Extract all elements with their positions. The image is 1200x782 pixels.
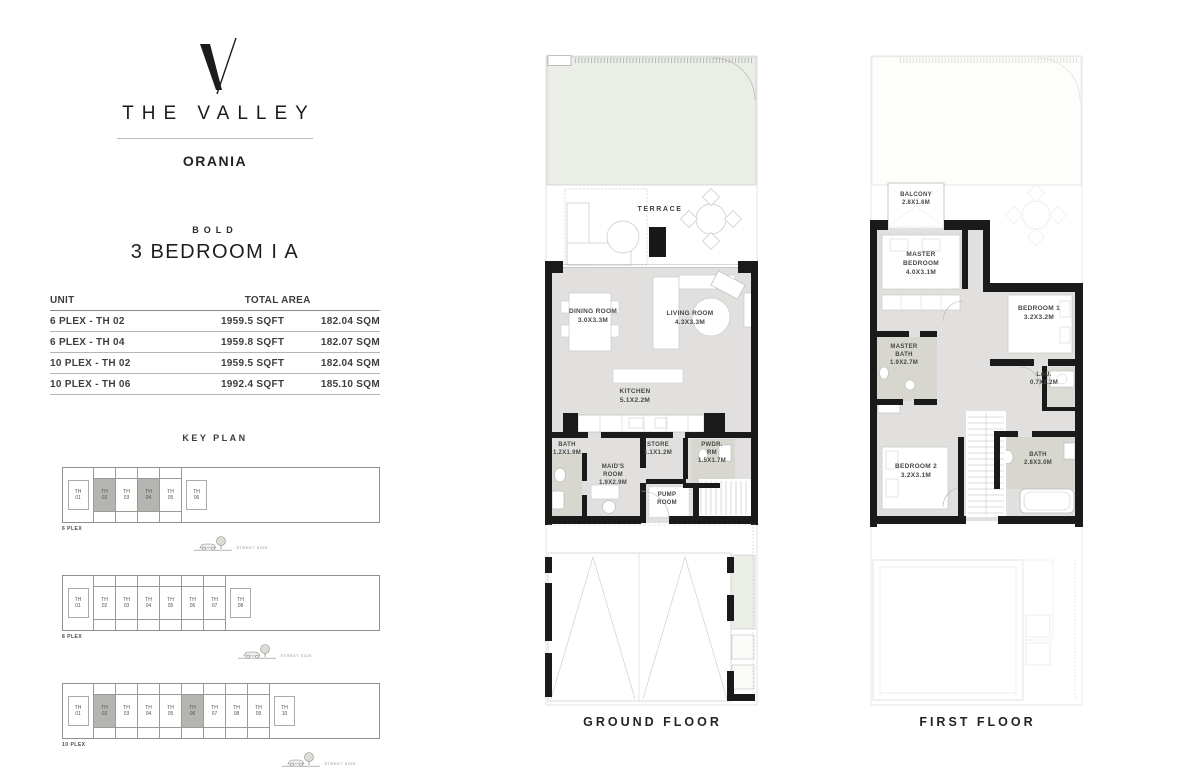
garden-area — [547, 56, 756, 186]
key-plan-unit: TH 07 — [203, 576, 225, 630]
room-label-bedroom-2: BEDROOM 2 3.2X3.1M — [894, 463, 938, 479]
room-label-kitchen: KITCHEN 5.1X2.2M — [619, 388, 651, 404]
key-plan-unit: TH 03 — [115, 576, 137, 630]
key-plan-unit: TH 10 — [269, 684, 299, 738]
key-plan-unit-highlighted: TH 06 — [181, 684, 203, 738]
key-plan-block-8plex — [62, 575, 380, 659]
sqm-cell: 182.04 SQM — [320, 316, 380, 327]
key-plan-unit: TH 03 — [115, 684, 137, 738]
brand-logo — [50, 38, 380, 99]
key-plan-unit: TH 08 — [225, 684, 247, 738]
key-plan-unit: TH 01 — [63, 468, 93, 522]
key-plan-unit: TH 06 — [181, 576, 203, 630]
sqft-cell: 1959.5 SQFT — [220, 358, 285, 369]
key-plan-title: KEY PLAN — [182, 433, 248, 443]
unit-cell: 6 PLEX - TH 04 — [50, 337, 125, 348]
key-plan-unit-highlighted: TH 02 — [93, 684, 115, 738]
block-name: 10 PLEX — [62, 742, 86, 748]
collection-label: BOLD — [192, 225, 238, 235]
room-label-bedroom-1: BEDROOM 1 3.2X3.2M — [1017, 305, 1061, 321]
key-plan-unit: TH 06 — [181, 468, 211, 522]
key-plan-unit: TH 02 — [93, 576, 115, 630]
key-plan-block-10plex — [62, 683, 380, 767]
room-label-laundry: LAU. 0.7X2.2M — [1029, 372, 1059, 387]
key-plan-unit: TH 05 — [159, 684, 181, 738]
ground-floor-plan — [545, 55, 760, 755]
key-plan-unit: TH 04 — [137, 576, 159, 630]
first-floor-label: FIRST FLOOR — [919, 715, 1036, 729]
street-side-marker — [62, 536, 268, 551]
unit-cell: 10 PLEX - TH 06 — [50, 379, 131, 390]
room-label-master-bath: MASTER BATH 1.9X2.7M — [889, 344, 919, 367]
kitchen-counter — [578, 415, 704, 432]
driveway-and-garage — [548, 525, 755, 701]
street-side-marker — [62, 644, 312, 659]
ghost-garage-below — [873, 560, 1075, 700]
key-plan-unit: TH 01 — [63, 576, 93, 630]
street-side-marker — [62, 752, 356, 767]
table-row — [50, 311, 380, 332]
room-label-living: LIVING ROOM 4.3X3.3M — [666, 310, 714, 326]
street-side-label: STREET SIDE — [236, 545, 268, 550]
brand-name: THE VALLEY — [122, 103, 316, 124]
unit-cell: 10 PLEX - TH 02 — [50, 358, 131, 369]
block-name: 6 PLEX — [62, 526, 83, 532]
sqm-cell: 182.07 SQM — [320, 337, 380, 348]
terrace-furniture — [565, 189, 741, 265]
street-side-icon — [282, 752, 320, 767]
room-label-maids-room: MAID'S ROOM 1.9X2.9M — [598, 464, 628, 487]
key-plan-unit: TH 04 — [137, 684, 159, 738]
table-row — [50, 332, 380, 353]
street-side-label: STREET SIDE — [280, 653, 312, 658]
street-side-label: STREET SIDE — [324, 761, 356, 766]
ground-floor-label: GROUND FLOOR — [583, 715, 722, 729]
brand-divider — [117, 138, 313, 139]
first-floor-plan — [870, 55, 1085, 755]
street-side-icon — [238, 644, 276, 659]
sqm-cell: 185.10 SQM — [320, 379, 380, 390]
room-label-dining: DINING ROOM 3.0X3.3M — [568, 308, 618, 324]
sqft-cell: 1959.5 SQFT — [220, 316, 285, 327]
table-row — [50, 374, 380, 395]
unit-type-title: 3 BEDROOM I A — [130, 241, 300, 263]
key-plan-unit-highlighted: TH 04 — [137, 468, 159, 522]
info-panel — [50, 0, 380, 767]
unit-cell: 6 PLEX - TH 02 — [50, 316, 125, 327]
sqft-cell: 1992.4 SQFT — [220, 379, 285, 390]
sqm-cell: 182.04 SQM — [320, 358, 380, 369]
room-label-master-bedroom: MASTER BEDROOM 4.0X3.1M — [902, 251, 940, 276]
room-label-bath: BATH 1.2X1.9M — [552, 442, 582, 457]
key-plan-unit: TH 05 — [159, 468, 181, 522]
room-label-first-bath: BATH 2.8X3.0M — [1023, 452, 1053, 467]
block-name: 8 PLEX — [62, 634, 83, 640]
room-label-terrace: TERRACE — [637, 206, 683, 213]
key-plan-unit: TH 05 — [159, 576, 181, 630]
6plex-outline — [62, 467, 380, 523]
key-plan-unit: TH 03 — [115, 468, 137, 522]
10plex-outline — [62, 683, 380, 739]
table-header-row — [50, 290, 380, 311]
key-plan-unit: TH 08 — [225, 576, 255, 630]
table-row — [50, 353, 380, 374]
street-side-icon — [194, 536, 232, 551]
area-table — [50, 290, 380, 395]
room-label-balcony: BALCONY 2.8X1.6M — [900, 192, 932, 207]
key-plan-block-6plex — [62, 467, 380, 551]
project-name: ORANIA — [182, 153, 248, 169]
room-label-pump-room: PUMP ROOM — [657, 492, 677, 507]
sqft-cell: 1959.8 SQFT — [220, 337, 285, 348]
key-plan-unit-highlighted: TH 02 — [93, 468, 115, 522]
key-plan-unit: TH 01 — [63, 684, 93, 738]
room-label-powder: PWDR. RM 1.5X1.7M — [697, 442, 727, 465]
key-plan-unit: TH 07 — [203, 684, 225, 738]
8plex-outline — [62, 575, 380, 631]
room-label-store: STORE 1.1X1.2M — [643, 442, 673, 457]
col-header-total-area: TOTAL AREA — [244, 295, 311, 306]
col-header-unit: UNIT — [50, 295, 75, 306]
key-plan-unit: TH 09 — [247, 684, 269, 738]
ground-floor-drawing — [545, 55, 760, 707]
valley-v-logo-icon — [192, 38, 238, 94]
